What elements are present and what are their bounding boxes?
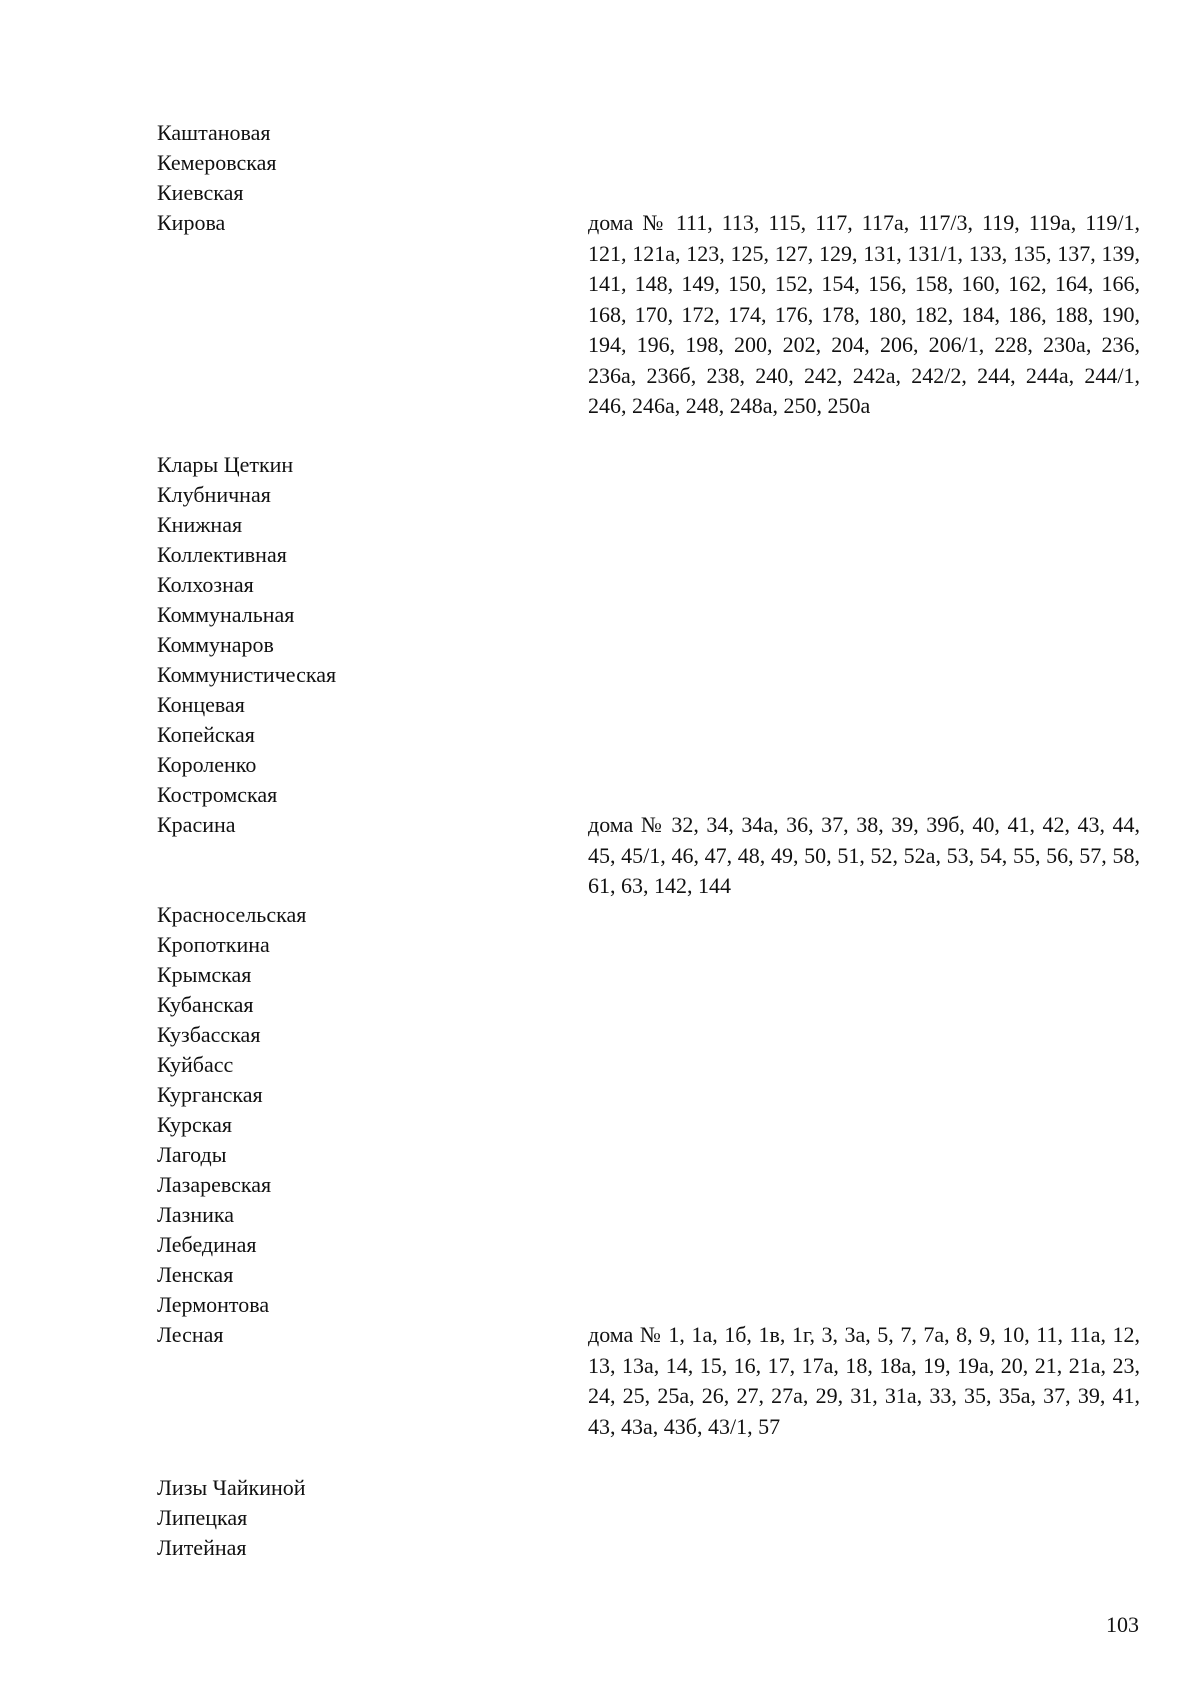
street-name: Крымская [157,962,252,987]
street-name: Лазника [157,1202,235,1227]
street-name: Лермонтова [157,1292,270,1317]
street-name: Коммунаров [157,632,274,657]
street-name: Лесная [157,1322,224,1347]
street-name: Кузбасская [157,1022,261,1047]
street-name: Клары Цеткин [157,452,294,477]
street-name: Кропоткина [157,932,270,957]
street-name: Красносельская [157,902,307,927]
street-name: Лебединая [157,1232,257,1257]
street-name: Киевская [157,180,244,205]
street-name: Кемеровская [157,150,277,175]
street-name: Коммунистическая [157,662,337,687]
street-name: Концевая [157,692,245,717]
street-name: Каштановая [157,120,271,145]
street-name: Красина [157,812,236,837]
house-numbers: дома № 111, 113, 115, 117, 117а, 117/3, 119, 119а, 119/1, 121, 121а, 123, 125, 127, 129, 131, 131/1, 133, 135, 137, 139, 141, 148, 149, 150, 152, 154, 156, 158, 160, 162, 164, 166, 168, 170, 172, 174, 176, 178, 180, 182, 184, 186, 188, 190, 194, 196, 198, 200, 202, 204, 206, 206/1, 228, 230а, 236, 236а, 236б, 238, 240, 242, 242а, 242/2, 244, 244а, 244/1, 246, 246а, 248, 248а, 250, 250а [588,210,1140,418]
street-name: Куйбасс [157,1052,234,1077]
house-numbers: дома № 32, 34, 34а, 36, 37, 38, 39, 39б, 40, 41, 42, 43, 44, 45, 45/1, 46, 47, 48, 49, 50, 51, 52, 52а, 53, 54, 55, 56, 57, 58, 61, 63, 142, 144 [588,812,1140,898]
street-name: Короленко [157,752,257,777]
street-name: Курганская [157,1082,263,1107]
house-numbers: дома № 1, 1а, 1б, 1в, 1г, 3, 3а, 5, 7, 7а, 8, 9, 10, 11, 11а, 12, 13, 13а, 14, 15, 16, 17, 17а, 18, 18а, 19, 19а, 20, 21, 21а, 23, 24, 25, 25а, 26, 27, 27а, 29, 31, 31а, 33, 35, 35а, 37, 39, 41, 43, 43а, 43б, 43/1, 57 [588,1322,1140,1439]
street-name: Лагоды [157,1142,227,1167]
street-name: Клубничная [157,482,271,507]
street-name: Коммунальная [157,602,295,627]
street-name: Коллективная [157,542,287,567]
street-name: Костромская [157,782,278,807]
street-name: Кирова [157,210,226,235]
street-name: Лизы Чайкиной [157,1475,306,1500]
street-name: Литейная [157,1535,247,1560]
page-number: 103 [1106,1612,1139,1637]
street-name: Лазаревская [157,1172,272,1197]
street-name: Копейская [157,722,255,747]
street-name: Кубанская [157,992,254,1017]
street-name: Книжная [157,512,243,537]
street-name: Ленская [157,1262,234,1287]
street-name: Колхозная [157,572,254,597]
street-name: Курская [157,1112,233,1137]
street-name: Липецкая [157,1505,248,1530]
